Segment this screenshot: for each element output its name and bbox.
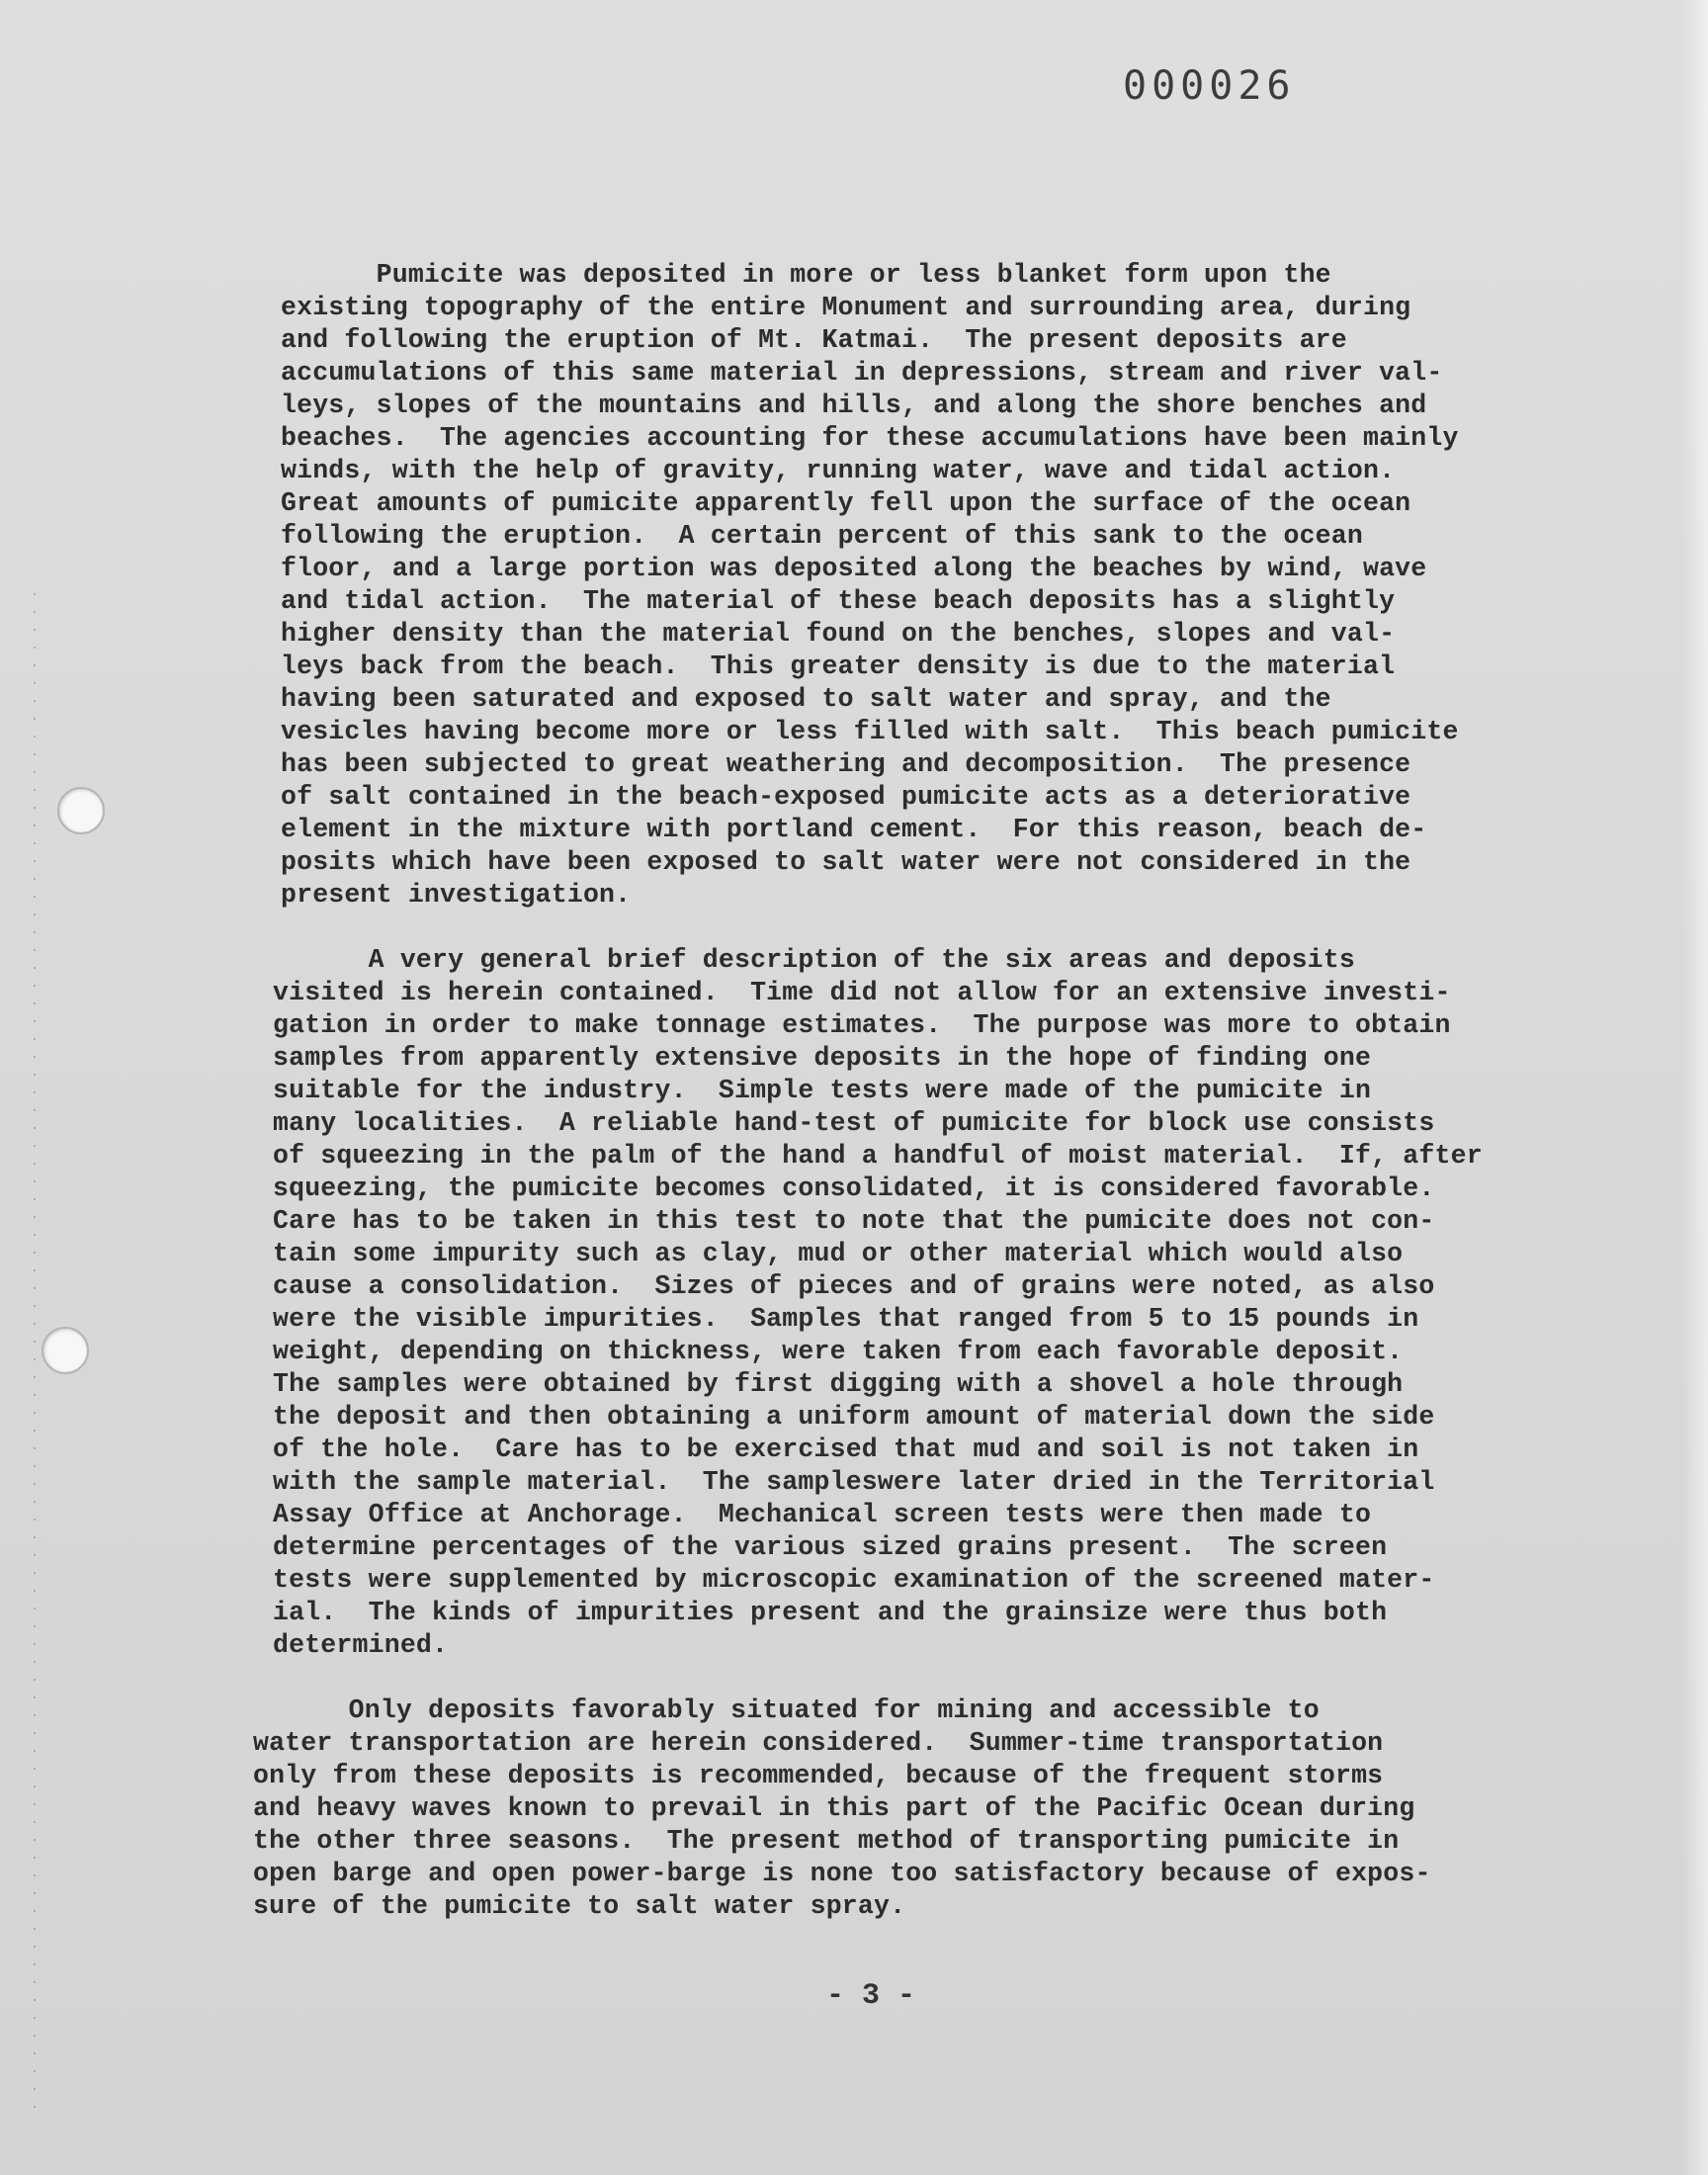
scan-artifact-line [34, 593, 36, 2116]
paragraph-areas-description: A very general brief description of the six areas and deposits visited is herein contained. Time did not allow for an extensive investi- gation in order to make tonnage estimates. The purpose was more to obtain samples from apparently extensive deposits in the hope of finding one suitable for the industry. Simple tests were made of the pumicite in many localities. A reliable hand-test of pumicite for block use consists of squeezing in the palm of the hand a handful of moist material. If, after squeezing, the pumicite becomes consolidated, it is considered favorable. Care has to be taken in this test to note that the pumicite does not con- tain some impurity such as clay, mud or other material which would also cause a consolidation. Sizes of pieces and of grains were noted, as also were the visible impurities. Samples that ranged from 5 to 15 pounds in weight, depending on thickness, were taken from each favorable deposit. The samples were obtained by first digging with a shovel a hole through the deposit and then obtaining a uniform amount of material down the side of the hole. Care has to be exercised that mud and soil is not taken in with the sample material. The sampleswere later dried in the Territorial Assay Office at Anchorage. Mechanical screen tests were then made to determine percentages of the various sized grains present. The screen tests were supplemented by microscopic examination of the screened mater- ial. The kinds of impurities present and the grainsize were thus both determined. [273, 945, 1483, 1660]
punch-hole-top [57, 787, 105, 834]
document-stamp-number: 000026 [1123, 63, 1296, 109]
paragraph-transportation: Only deposits favorably situated for mining and accessible to water transportation are herein considered. Summer-time transportation only from these deposits is recommended, because of the frequent storms and heavy waves known to prevail in this part of the Pacific Ocean during the other three seasons. The present method of transporting pumicite in open barge and open power-barge is none too satisfactory because of expos- sure of the pumicite to salt water spray. [253, 1696, 1431, 1921]
page-number: - 3 - [826, 1979, 916, 2013]
paragraph-pumicite-deposition: Pumicite was deposited in more or less blanket form upon the existing topography of the entire Monument and surrounding area, during and following the eruption of Mt. Katmai. The present deposits are accumulations of this same material in depressions, stream and river val- leys, slopes of the mountains and hills, and along the shore benches and beaches. The agencies accounting for these accumulations have been mainly winds, with the help of gravity, running water, wave and tidal action. Great amounts of pumicite apparently fell upon the surface of the ocean following the eruption. A certain percent of this sank to the ocean floor, and a large portion was deposited along the beaches by wind, wave and tidal action. The material of these beach deposits has a slightly higher density than the material found on the benches, slopes and val- leys back from the beach. This greater density is due to the material having been saturated and exposed to salt water and spray, and the vesicles having become more or less filled with salt. This beach pumicite has been subjected to great weathering and decomposition. The presence of salt contained in the beach-exposed pumicite acts as a deteriorative element in the mixture with portland cement. For this reason, beach de- posits which have been exposed to salt water were not considered in the present investigation. [281, 260, 1459, 910]
page-edge-shadow [1682, 0, 1708, 2175]
document-body [253, 259, 1538, 1923]
punch-hole-bottom [42, 1327, 89, 1374]
